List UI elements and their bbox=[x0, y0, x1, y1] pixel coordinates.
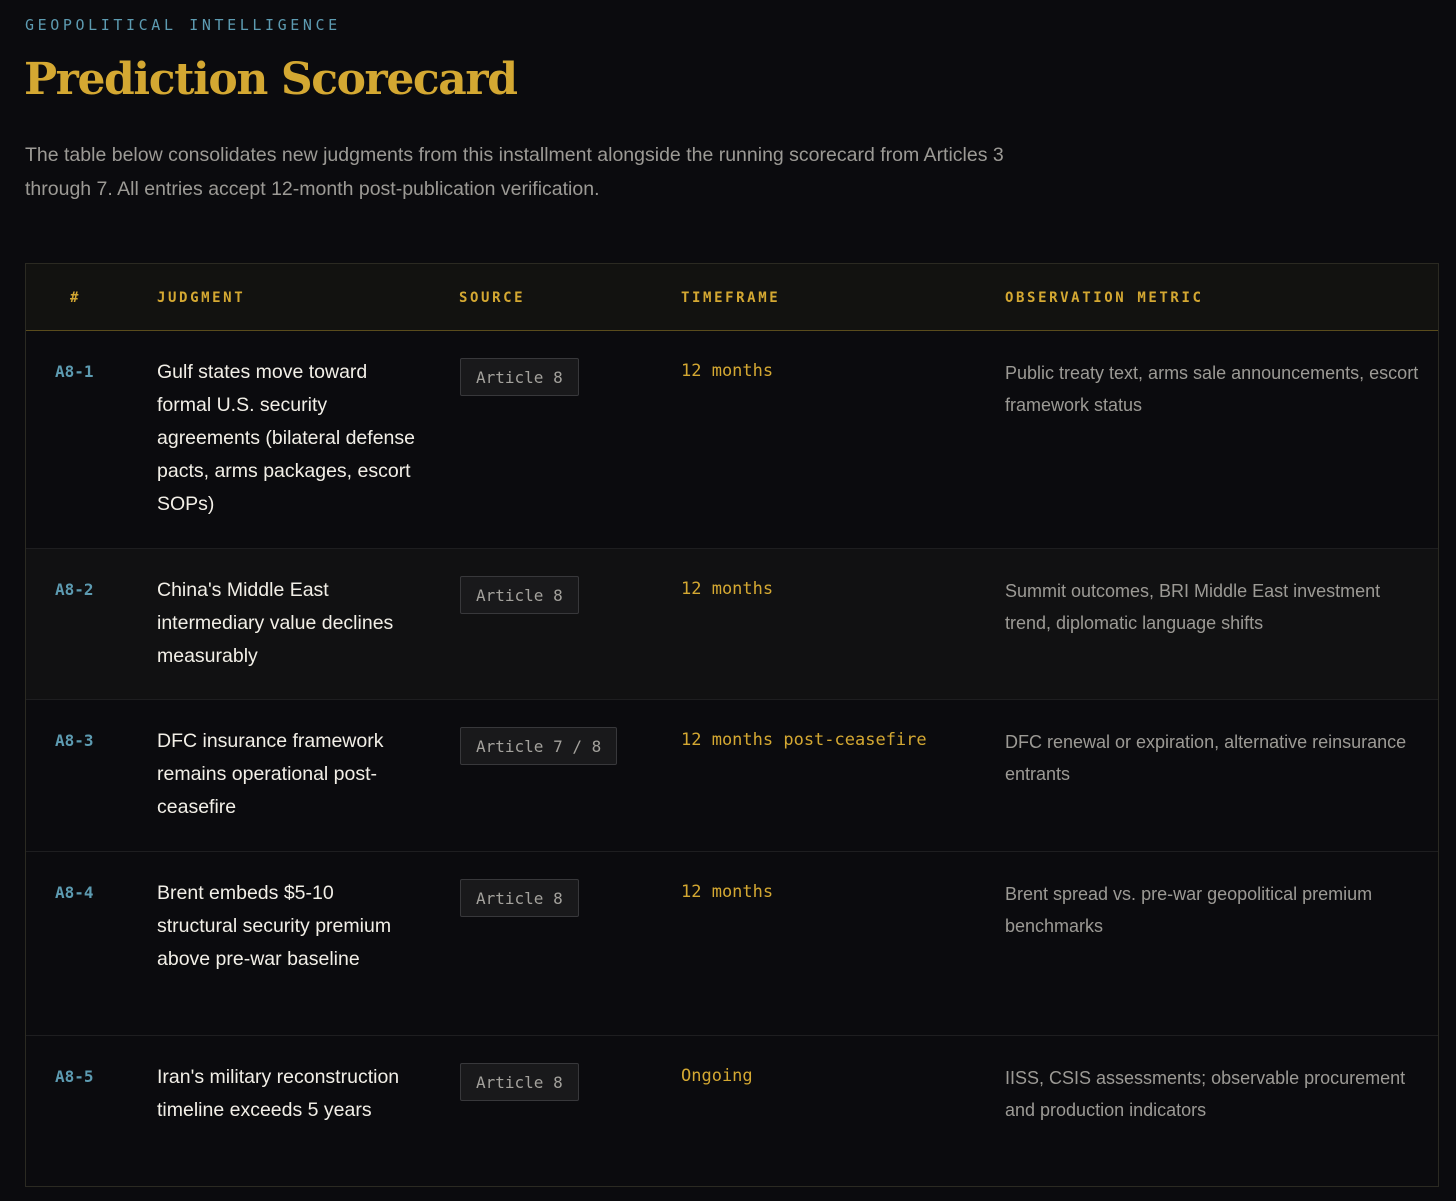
judgment-id: A8-2 bbox=[55, 580, 94, 599]
observation-metric: IISS, CSIS assessments; observable procurement and production indicators bbox=[1005, 1068, 1406, 1120]
source-badge: Article 8 bbox=[460, 576, 579, 614]
judgment-text: Iran's military reconstruction timeline exceeds 5 years bbox=[157, 1066, 400, 1121]
timeframe-value: 12 months bbox=[681, 882, 774, 902]
column-header-source: SOURCE bbox=[459, 290, 526, 306]
judgment-id: A8-5 bbox=[55, 1067, 94, 1086]
column-header-observation-metric: OBSERVATION METRIC bbox=[1005, 290, 1204, 306]
table-row bbox=[26, 331, 1438, 549]
table-row bbox=[26, 549, 1438, 700]
judgment-id: A8-3 bbox=[55, 731, 94, 750]
source-badge: Article 8 bbox=[460, 1063, 579, 1101]
intro-paragraph: The table below consolidates new judgments from this installment alongside the running scorecard from Articles 3 through 7. All entries accept 12-month post-publication verification. bbox=[25, 144, 1004, 200]
section-eyebrow: GEOPOLITICAL INTELLIGENCE bbox=[25, 16, 341, 34]
judgment-id: A8-1 bbox=[55, 362, 94, 381]
observation-metric: Public treaty text, arms sale announcements, escort framework status bbox=[1005, 363, 1419, 415]
observation-metric: Brent spread vs. pre-war geopolitical premium benchmarks bbox=[1005, 884, 1373, 936]
observation-metric: DFC renewal or expiration, alternative reinsurance entrants bbox=[1005, 732, 1407, 784]
source-badge: Article 8 bbox=[460, 358, 579, 396]
table-row bbox=[26, 700, 1438, 852]
page-title: Prediction Scorecard bbox=[24, 54, 517, 105]
table-row bbox=[26, 852, 1438, 1036]
timeframe-value: 12 months bbox=[681, 361, 774, 381]
judgment-text: DFC insurance framework remains operational post-ceasefire bbox=[157, 730, 384, 818]
table-row bbox=[26, 1036, 1438, 1187]
column-header-number: # bbox=[70, 290, 82, 306]
column-header-timeframe: TIMEFRAME bbox=[681, 290, 781, 306]
table-header bbox=[26, 264, 1438, 331]
timeframe-value: 12 months post-ceasefire bbox=[681, 730, 927, 750]
judgment-text: Brent embeds $5-10 structural security premium above pre-war baseline bbox=[157, 882, 392, 970]
timeframe-value: Ongoing bbox=[681, 1066, 753, 1086]
observation-metric: Summit outcomes, BRI Middle East investment trend, diplomatic language shifts bbox=[1005, 581, 1381, 633]
column-header-judgment: JUDGMENT bbox=[157, 290, 246, 306]
judgment-text: Gulf states move toward formal U.S. security agreements (bilateral defense pacts, arms packages, escort SOPs) bbox=[157, 361, 415, 515]
source-badge: Article 7 / 8 bbox=[460, 727, 617, 765]
judgment-id: A8-4 bbox=[55, 883, 94, 902]
timeframe-value: 12 months bbox=[681, 579, 774, 599]
scorecard-table bbox=[25, 263, 1439, 1187]
judgment-text: China's Middle East intermediary value declines measurably bbox=[157, 579, 394, 667]
source-badge: Article 8 bbox=[460, 879, 579, 917]
